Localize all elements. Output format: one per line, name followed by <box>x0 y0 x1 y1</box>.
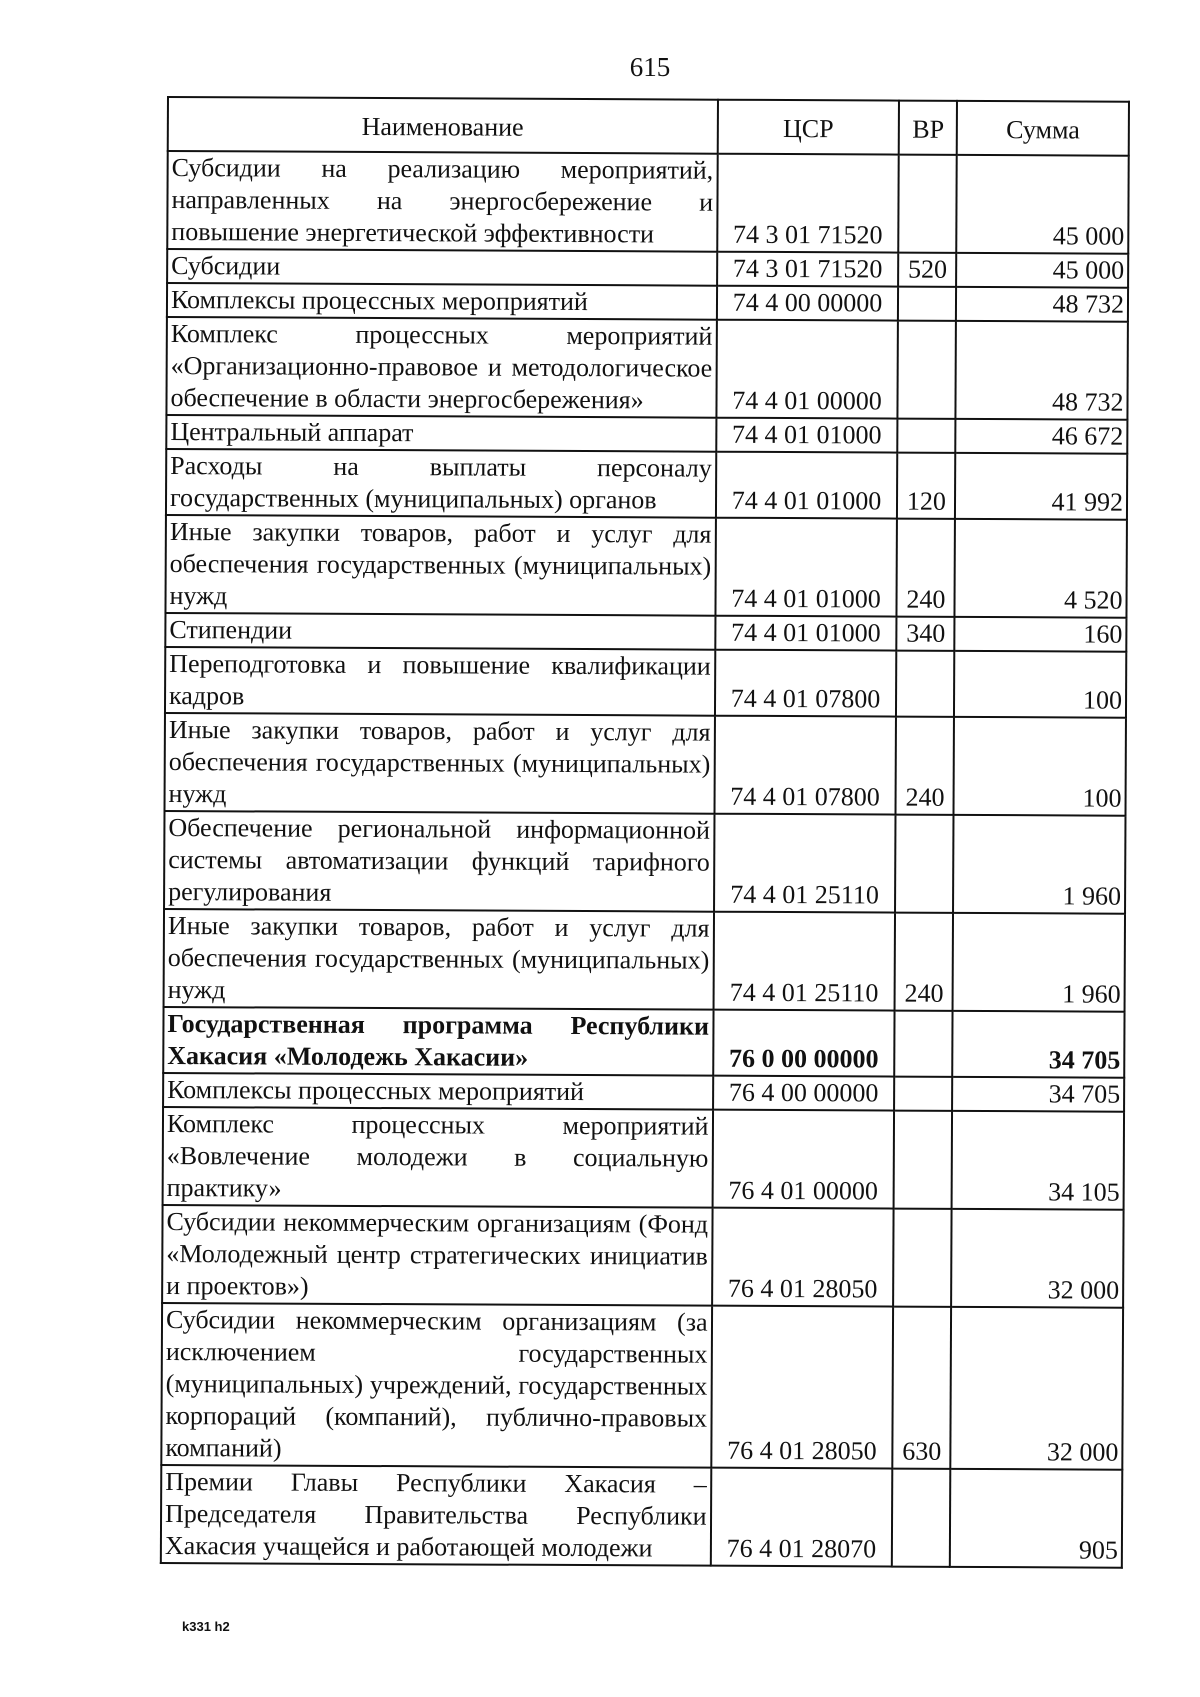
table-row <box>165 713 1126 816</box>
row-csr-cell: 74 4 01 01000 <box>716 418 898 453</box>
table-row <box>163 1073 1124 1112</box>
table-row <box>163 1007 1124 1078</box>
row-csr-cell: 74 4 01 00000 <box>716 320 898 419</box>
table-row <box>166 415 1127 454</box>
row-csr-cell: 76 4 01 28050 <box>711 1306 894 1469</box>
row-sum-cell: 45 000 <box>956 253 1128 288</box>
page-number: 615 <box>629 52 671 82</box>
row-name-cell: Центральный аппарат <box>166 415 716 452</box>
row-vr-cell <box>892 1469 950 1567</box>
table-row <box>164 909 1125 1012</box>
table-row <box>167 249 1128 288</box>
row-csr-cell: 74 4 01 01000 <box>715 616 897 651</box>
table-row <box>167 151 1128 254</box>
row-vr-cell: 630 <box>893 1307 952 1469</box>
table-row <box>163 1107 1124 1210</box>
row-name-cell: Комплексы процессных мероприятий <box>167 283 717 320</box>
budget-table <box>160 96 1130 1569</box>
row-csr-cell: 76 4 00 00000 <box>713 1076 895 1111</box>
row-vr-cell <box>896 651 954 717</box>
table-row <box>165 515 1126 618</box>
row-csr-cell: 74 3 01 71520 <box>717 154 899 253</box>
row-sum-cell: 905 <box>950 1469 1122 1568</box>
row-csr-cell: 76 4 01 28070 <box>710 1468 892 1567</box>
row-name-cell: Премии Главы Республики Хакасия – Председателя Правительства Республики Хакасия учащейся и работающей молодежи <box>161 1465 711 1566</box>
row-vr-cell <box>898 419 956 453</box>
row-csr-cell: 74 4 01 01000 <box>715 452 897 519</box>
table-header-row <box>168 97 1129 156</box>
row-sum-cell: 32 000 <box>951 1307 1123 1470</box>
header-sum: Сумма <box>957 101 1129 156</box>
row-csr-cell: 76 0 00 00000 <box>713 1010 895 1077</box>
table-row <box>166 449 1127 520</box>
row-name-cell: Субсидии <box>167 249 717 286</box>
row-vr-cell <box>894 1077 952 1111</box>
row-name-cell: Переподготовка и повышение квалификации кадров <box>165 647 715 716</box>
row-sum-cell: 160 <box>955 617 1127 652</box>
row-name-cell: Субсидии некоммерческим организациям (за исключением государственных (муниципальных) учреждений, государственных корпораций (компаний), публично-правовых компаний) <box>161 1303 711 1468</box>
table-row <box>167 283 1128 322</box>
row-vr-cell: 340 <box>897 617 955 651</box>
row-csr-cell: 74 4 00 00000 <box>716 286 898 321</box>
row-vr-cell <box>899 155 957 253</box>
row-sum-cell: 48 732 <box>956 287 1128 322</box>
row-name-cell: Комплекс процессных мероприятий «Организационно-правовое и методологическое обеспечение в области энергосбережения» <box>166 317 716 418</box>
row-name-cell: Субсидии некоммерческим организациям (Фонд «Молодежный центр стратегических инициатив и проектов») <box>162 1205 712 1306</box>
row-sum-cell: 1 960 <box>953 913 1125 1012</box>
table-row <box>164 811 1125 914</box>
table-row <box>162 1205 1123 1308</box>
document-code: k331 h2 <box>182 1619 230 1634</box>
row-name-cell: Иные закупки товаров, работ и услуг для обеспечения государственных (муниципальных) нужд <box>165 713 715 814</box>
row-name-cell: Иные закупки товаров, работ и услуг для обеспечения государственных (муниципальных) нужд <box>164 909 714 1010</box>
row-vr-cell <box>894 1209 952 1307</box>
row-csr-cell: 74 4 01 01000 <box>715 518 897 617</box>
row-csr-cell: 74 4 01 25110 <box>714 814 896 913</box>
row-csr-cell: 76 4 01 00000 <box>712 1110 894 1209</box>
row-vr-cell: 240 <box>895 913 953 1011</box>
table-row <box>166 317 1127 420</box>
row-sum-cell: 41 992 <box>955 453 1127 520</box>
row-sum-cell: 34 705 <box>952 1077 1124 1112</box>
row-sum-cell: 32 000 <box>951 1209 1123 1308</box>
row-vr-cell <box>895 1011 953 1077</box>
table-row <box>165 647 1126 718</box>
row-vr-cell: 240 <box>897 519 955 617</box>
table-row <box>165 613 1126 652</box>
header-vr: ВР <box>899 101 957 155</box>
row-vr-cell <box>898 321 956 419</box>
row-sum-cell: 48 732 <box>956 321 1128 420</box>
row-csr-cell: 74 3 01 71520 <box>717 252 899 287</box>
row-csr-cell: 76 4 01 28050 <box>712 1208 894 1307</box>
row-vr-cell <box>895 815 953 913</box>
row-name-cell: Субсидии на реализацию мероприятий, направленных на энергосбережение и повышение энергетической эффективности <box>167 151 717 252</box>
row-name-cell: Иные закупки товаров, работ и услуг для обеспечения государственных (муниципальных) нужд <box>165 515 715 616</box>
header-name: Наименование <box>168 97 718 154</box>
row-csr-cell: 74 4 01 25110 <box>713 912 895 1011</box>
row-vr-cell <box>898 287 956 321</box>
row-vr-cell: 120 <box>897 453 955 519</box>
row-name-cell: Обеспечение региональной информационной системы автоматизации функций тарифного регулирования <box>164 811 714 912</box>
row-vr-cell <box>894 1111 952 1209</box>
row-vr-cell: 520 <box>899 253 957 287</box>
table-row <box>161 1303 1123 1470</box>
row-csr-cell: 74 4 01 07800 <box>714 716 896 815</box>
row-sum-cell: 100 <box>954 717 1126 816</box>
row-name-cell: Стипендии <box>165 613 715 650</box>
row-name-cell: Государственная программа Республики Хакасия «Молодежь Хакасии» <box>163 1007 713 1076</box>
row-sum-cell: 100 <box>954 651 1126 718</box>
row-sum-cell: 4 520 <box>955 519 1127 618</box>
row-vr-cell: 240 <box>896 717 954 815</box>
row-name-cell: Комплексы процессных мероприятий <box>163 1073 713 1110</box>
row-name-cell: Комплекс процессных мероприятий «Вовлечение молодежи в социальную практику» <box>163 1107 713 1208</box>
row-name-cell: Расходы на выплаты персоналу государственных (муниципальных) органов <box>166 449 716 518</box>
row-sum-cell: 46 672 <box>956 419 1128 454</box>
row-csr-cell: 74 4 01 07800 <box>715 650 897 717</box>
row-sum-cell: 45 000 <box>957 155 1129 254</box>
row-sum-cell: 34 105 <box>952 1111 1124 1210</box>
row-sum-cell: 1 960 <box>953 815 1125 914</box>
table-row <box>161 1465 1122 1568</box>
header-csr: ЦСР <box>717 100 899 155</box>
row-sum-cell: 34 705 <box>953 1011 1125 1078</box>
